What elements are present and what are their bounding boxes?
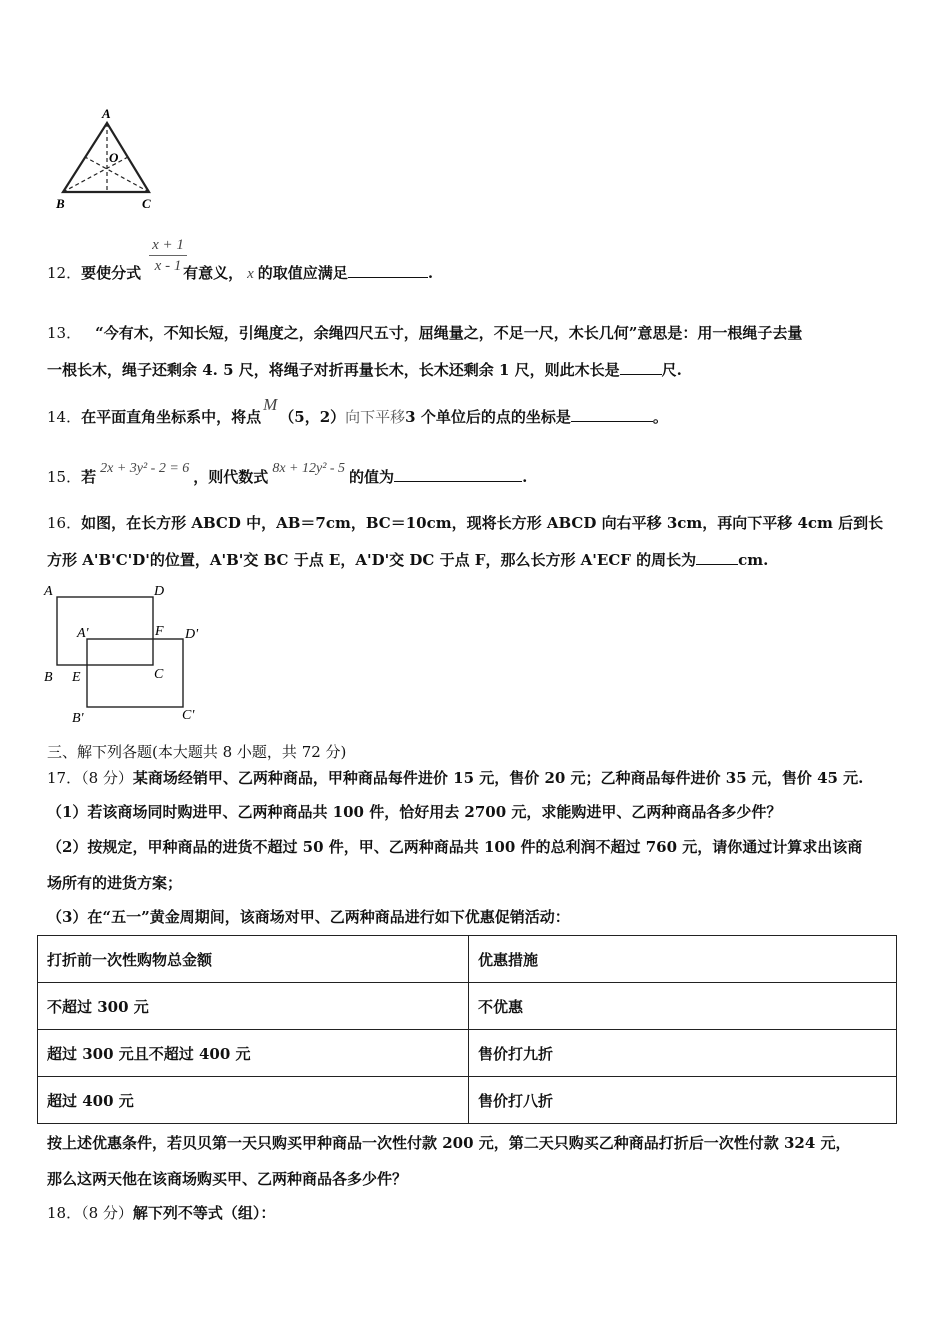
q16-line2-before: 方形 A'B'C'D'的位置，A'B'交 BC 于点 E，A'D'交 DC 于点 F，那么长方形 A'ECF 的周长为	[47, 551, 697, 569]
q14-shift: 向下平移	[345, 408, 406, 426]
q16-answer-blank[interactable]	[696, 551, 738, 565]
vertex-label-c: C	[142, 196, 151, 211]
q12-numerator: x + 1	[152, 237, 184, 253]
q12-text-mid: 有意义，	[183, 264, 244, 282]
label-b-prime: B'	[72, 711, 84, 726]
q17-after-line1: 按上述优惠条件，若贝贝第一天只购买甲种商品一次性付款 200 元，第二天只购买乙种商品打折后一次性付款 324 元，	[47, 1134, 851, 1152]
table-row	[38, 983, 897, 1030]
table-cell: 不超过 300 元	[38, 983, 469, 1030]
vertex-label-b: B	[56, 196, 65, 211]
question-13-line1	[47, 322, 802, 343]
label-e: E	[72, 670, 81, 685]
section-3-title: 三、解下列各题(本大题共 8 小题，共 72 分)	[47, 743, 347, 761]
vertex-label-a: A	[102, 106, 111, 121]
q17-number: 17．	[47, 769, 82, 787]
q16-line2-after: cm.	[738, 551, 769, 569]
q14-text-after: 3 个单位后的点的坐标是	[405, 408, 571, 426]
q17-part-2-line1: （2）按规定，甲种商品的进货不超过 50 件，甲、乙两种商品共 100 件的总利润不超过 760 元，请你通过计算求出该商	[47, 838, 863, 856]
q13-number: 13．	[47, 324, 82, 342]
table-cell: 不优惠	[469, 983, 897, 1030]
q14-point: M	[263, 395, 278, 414]
question-12	[47, 262, 433, 283]
label-b: B	[44, 670, 53, 685]
question-16-line2	[47, 549, 768, 570]
table-header-amount: 打折前一次性购物总金额	[38, 936, 469, 983]
q13-line2-after: 尺.	[661, 361, 682, 379]
q17-intro: 某商场经销甲、乙两种商品，甲种商品每件进价 15 元，售价 20 元；乙种商品每件进价 35 元，售价 45 元.	[132, 769, 864, 787]
table-row	[38, 1077, 897, 1124]
q15-answer-blank[interactable]	[394, 468, 522, 482]
q14-answer-blank[interactable]	[571, 408, 653, 422]
q15-expression: 8x + 12y² - 5	[272, 461, 346, 476]
q13-line2-before: 一根长木，绳子还剩余 4. 5 尺，将绳子对折再量长木，长木还剩余 1 尺，则此木长是	[47, 361, 620, 379]
rectangles-figure	[40, 580, 215, 730]
q12-text-after: 的取值应满足	[257, 264, 348, 282]
table-cell: 售价打九折	[469, 1030, 897, 1077]
q17-score: （8 分）	[81, 769, 133, 787]
q15-text-mid: ，则代数式	[193, 468, 269, 486]
center-label-o: O	[109, 150, 119, 165]
table-cell: 超过 400 元	[38, 1077, 469, 1124]
q12-number: 12．	[47, 264, 82, 282]
table-header-measure: 优惠措施	[469, 936, 897, 983]
q15-number: 15．	[47, 468, 82, 486]
triangle-figure	[50, 105, 165, 215]
q14-text-before: 在平面直角坐标系中，将点	[81, 408, 262, 426]
question-18	[47, 1202, 275, 1223]
table-cell: 售价打八折	[469, 1077, 897, 1124]
question-16-line1	[47, 512, 883, 533]
q17-part-3: （3）在“五一”黄金周期间，该商场对甲、乙两种商品进行如下优惠促销活动：	[47, 908, 570, 926]
q17-part-2-line2: 场所有的进货方案；	[47, 874, 183, 892]
q14-number: 14．	[47, 408, 82, 426]
q16-number: 16．	[47, 514, 82, 532]
q15-text-before: 若	[81, 468, 97, 486]
table-header-row	[38, 936, 897, 983]
question-17-intro	[47, 767, 863, 788]
q18-number: 18．	[47, 1204, 82, 1222]
q12-answer-blank[interactable]	[348, 264, 428, 278]
q18-score: （8 分）	[81, 1204, 133, 1222]
discount-table	[37, 935, 897, 1124]
question-15	[47, 461, 528, 487]
q17-part-1: （1）若该商场同时购进甲、乙两种商品共 100 件，恰好用去 2700 元，求能购进甲、乙两种商品各多少件？	[47, 803, 782, 821]
question-13-line2	[47, 359, 682, 380]
q18-text: 解下列不等式（组）：	[132, 1204, 276, 1222]
label-d: D	[154, 584, 165, 599]
label-a-prime: A'	[77, 626, 89, 641]
q13-line1: “今有木，不知长短，引绳度之，余绳四尺五寸，屈绳量之，不足一尺，木长几何”意思是：用一根绳子去量	[95, 324, 803, 342]
table-row	[38, 1030, 897, 1077]
q17-after-line2: 那么这两天他在该商场购买甲、乙两种商品各多少件？	[47, 1170, 408, 1188]
q14-coords: （5，2）	[279, 408, 346, 426]
q12-denominator: x - 1	[154, 258, 182, 274]
label-c-prime: C'	[182, 708, 195, 723]
question-14	[47, 395, 668, 427]
table-cell: 超过 300 元且不超过 400 元	[38, 1030, 469, 1077]
q15-text-after: 的值为	[349, 468, 395, 486]
q13-answer-blank[interactable]	[620, 361, 662, 375]
label-d-prime: D'	[185, 627, 199, 642]
label-a: A	[44, 584, 53, 599]
q15-end: .	[522, 468, 528, 486]
q15-equation: 2x + 3y² - 2 = 6	[100, 461, 190, 476]
label-f: F	[155, 624, 164, 639]
label-c: C	[154, 667, 164, 682]
q12-end: .	[427, 264, 434, 282]
q12-text-before: 要使分式	[81, 264, 142, 282]
q16-line1: 如图，在长方形 ABCD 中，AB＝7cm，BC＝10cm，现将长方形 ABCD 向右平移 3cm，再向下平移 4cm 后到长	[81, 514, 884, 532]
q12-var: x	[247, 266, 254, 282]
q14-end: 。	[652, 408, 668, 426]
